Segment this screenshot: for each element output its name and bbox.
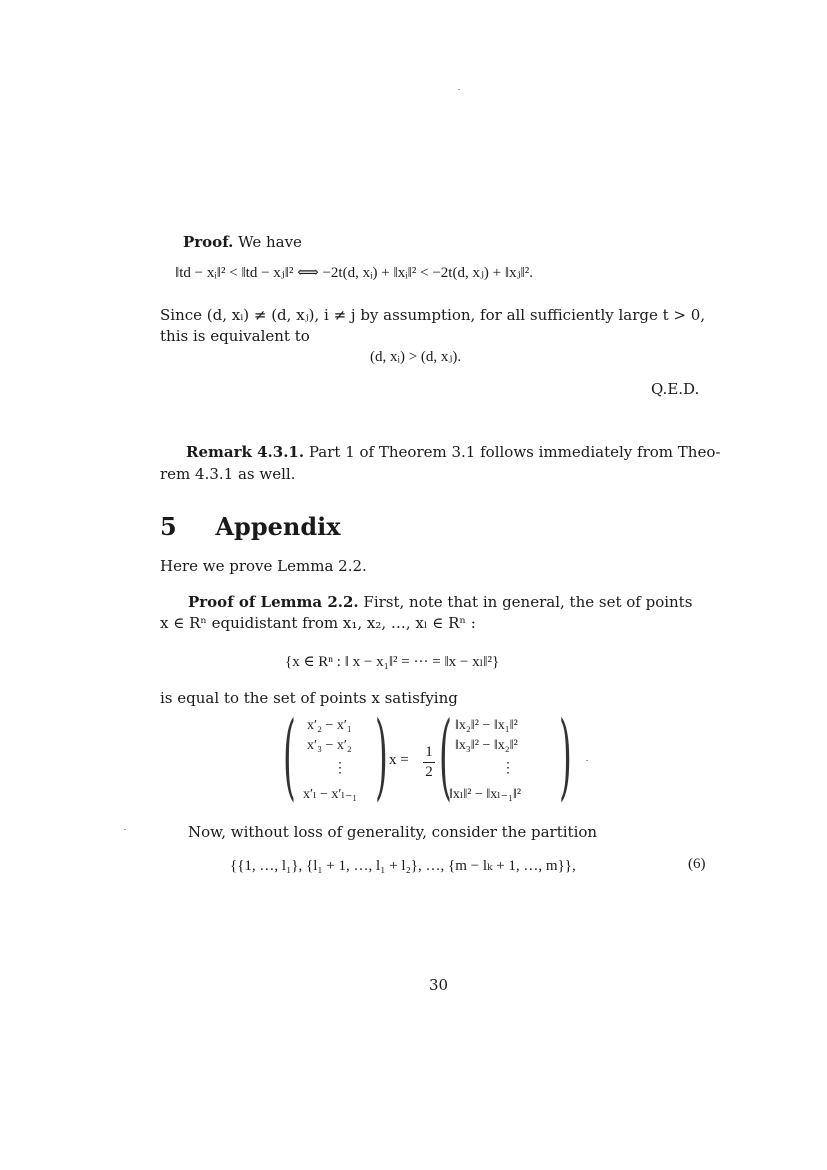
proof-intro: We have (238, 233, 302, 251)
lemma-proof-heading: Proof of Lemma 2.2. (188, 593, 359, 611)
proof-line-intro (183, 232, 302, 252)
qed-marker: Q.E.D. (651, 380, 700, 398)
fraction-numerator: 1 (425, 744, 433, 760)
section-title: Appendix (215, 512, 341, 541)
lemma-proof-line-3: is equal to the set of points x satisfying (160, 689, 458, 707)
remark-heading: Remark 4.3.1. (186, 443, 305, 461)
left-paren-open: ( (283, 702, 296, 811)
right-paren-close: ) (559, 702, 572, 811)
matrix-left-row-1: x′₂ − x′₁ (307, 718, 352, 733)
remark-line-1 (186, 442, 720, 462)
matrix-left-row-3: ⋮ (333, 761, 347, 776)
lemma-proof-text: First, note that in general, the set of points (363, 593, 693, 611)
proof-heading: Proof. (183, 233, 234, 251)
page-number: 30 (429, 976, 449, 994)
remark-line-2: rem 4.3.1 as well. (160, 465, 296, 483)
right-paren-open: ( (439, 702, 452, 811)
proof-text-line-2: this is equivalent to (160, 327, 310, 345)
matrix-equation (283, 702, 583, 811)
proof-equation: ‖td − xᵢ‖² < ‖td − xⱼ‖² ⟺ −2t(d, xᵢ) + ‖xᵢ‖² < −2t(d, xⱼ) + ‖xⱼ‖². (175, 265, 534, 281)
proof-result: (d, xᵢ) > (d, xⱼ). (370, 349, 462, 365)
matrix-right-row-1: ‖x₂‖² − ‖x₁‖² (455, 718, 518, 733)
proof-text-line-1: Since (d, xᵢ) ≠ (d, xⱼ), i ≠ j by assumption, for all sufficiently large t > 0, (160, 306, 706, 324)
fraction-denominator: 2 (425, 764, 433, 780)
fraction-half (423, 744, 435, 781)
remark-text: Part 1 of Theorem 3.1 follows immediately from Theo- (308, 443, 721, 461)
section-intro: Here we prove Lemma 2.2. (160, 557, 367, 575)
matrix-right-row-2: ‖x₃‖² − ‖x₂‖² (455, 738, 518, 753)
matrix-equals: x = (389, 752, 409, 768)
left-paren-close: ) (375, 702, 388, 811)
section-number: 5 (160, 512, 177, 541)
lemma-proof-line-2: x ∈ Rⁿ equidistant from x₁, x₂, …, xₗ ∈ Rⁿ : (160, 614, 476, 632)
matrix-left-row-2: x′₃ − x′₂ (307, 738, 352, 753)
equation-number: (6) (688, 856, 706, 872)
matrix-right-row-4: ‖xₗ‖² − ‖xₗ₋₁‖² (449, 787, 522, 802)
lemma-proof-line-4: Now, without loss of generality, consider the partition (188, 823, 598, 841)
matrix-left-row-4: x′ₗ − x′ₗ₋₁ (303, 787, 358, 802)
set-equation: {x ∈ Rⁿ : ‖ x − x₁‖² = ··· = ‖x − xₗ‖²} (285, 654, 500, 670)
partition-equation: {{1, …, l₁}, {l₁ + 1, …, l₁ + l₂}, …, {m − lₖ + 1, …, m}}, (230, 858, 576, 874)
matrix-right-row-3: ⋮ (501, 761, 515, 776)
lemma-proof-line-1 (188, 592, 692, 612)
section-heading (160, 512, 341, 541)
